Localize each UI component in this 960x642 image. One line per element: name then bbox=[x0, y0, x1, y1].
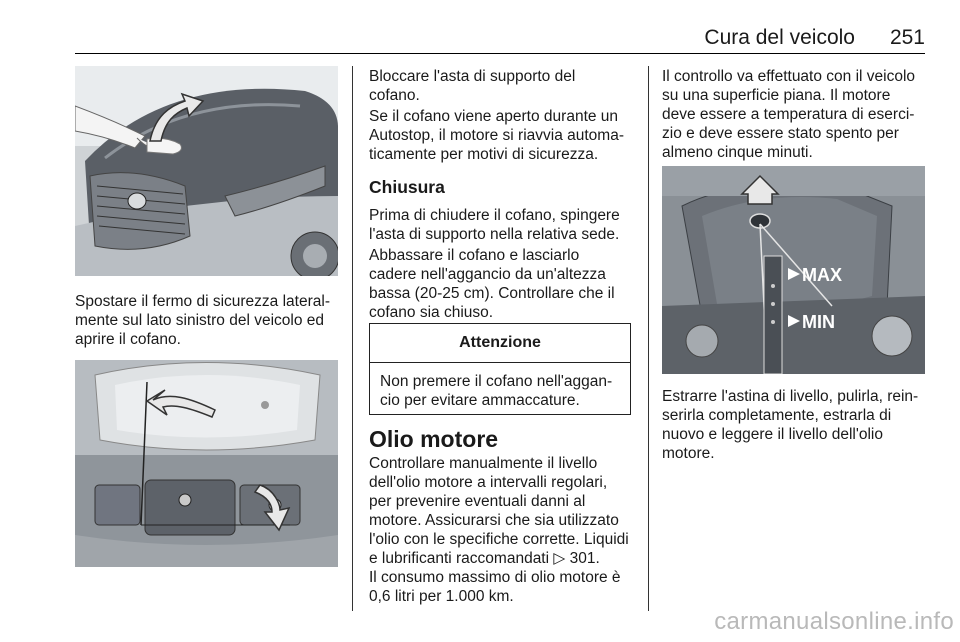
open-hood-image bbox=[75, 360, 338, 567]
text-line: cofano. bbox=[369, 87, 420, 104]
text-line: l'asta di supporto nella relativa sede. bbox=[369, 226, 620, 243]
para-check-oil bbox=[369, 454, 629, 568]
page-header bbox=[75, 26, 925, 50]
text-line: almeno cinque minuti. bbox=[662, 144, 813, 161]
text-line: dell'olio motore a intervalli regolari, bbox=[369, 474, 608, 491]
section-title: Cura del veicolo bbox=[704, 26, 855, 49]
text-line: per prevenire eventuali danni al bbox=[369, 493, 586, 510]
text-line: Prima di chiudere il cofano, spingere bbox=[369, 207, 620, 224]
text-line: aprire il cofano. bbox=[75, 331, 181, 348]
text-line: e lubrificanti raccomandati ▷ 301. bbox=[369, 550, 600, 567]
para-lock-support-rod bbox=[369, 67, 575, 105]
heading-engine-oil: Olio motore bbox=[369, 426, 499, 452]
page-number: 251 bbox=[889, 26, 925, 49]
para-check-conditions bbox=[662, 67, 915, 162]
text-line: nuovo e leggere il livello dell'olio bbox=[662, 426, 883, 443]
text-line: Se il cofano viene aperto durante un bbox=[369, 108, 619, 125]
text-line: deve essere a temperatura di eserci- bbox=[662, 106, 915, 123]
para-push-rod bbox=[369, 206, 620, 244]
para-autostop bbox=[369, 107, 624, 164]
text-line: Spostare il fermo di sicurezza lateral- bbox=[75, 293, 330, 310]
dipstick-max-label: MAX bbox=[802, 265, 842, 285]
text-line: Il controllo va effettuato con il veicolo bbox=[662, 68, 916, 85]
text-line: serirla completamente, estrarla di bbox=[662, 407, 892, 424]
watermark: carmanualsonline.info bbox=[714, 608, 954, 635]
text-line: l'olio con le specifiche corrette. Liquidi bbox=[369, 531, 629, 548]
text-line: cadere nell'aggancio da un'altezza bbox=[369, 266, 606, 283]
text-line: Estrarre l'astina di livello, pulirla, rein- bbox=[662, 388, 919, 405]
text-line: Non premere il cofano nell'aggan- bbox=[380, 373, 613, 390]
text-line: mente sul lato sinistro del veicolo ed bbox=[75, 312, 324, 329]
text-line: Controllare manualmente il livello bbox=[369, 455, 598, 472]
column-divider-1 bbox=[352, 66, 353, 611]
para-lower-hood bbox=[369, 246, 615, 322]
text-line: su una superficie piana. Il motore bbox=[662, 87, 891, 104]
caption-hood-release bbox=[75, 292, 330, 349]
text-line: Abbassare il cofano e lasciarlo bbox=[369, 247, 580, 264]
dipstick-image bbox=[662, 166, 925, 374]
dipstick-min-label: MIN bbox=[802, 312, 835, 332]
text-line: bassa (20-25 cm). Controllare che il bbox=[369, 285, 615, 302]
hood-release-image bbox=[75, 66, 338, 276]
text-line: cio per evitare ammaccature. bbox=[380, 392, 580, 409]
heading-closing: Chiusura bbox=[369, 177, 445, 197]
text-line: Autostop, il motore si riavvia automa- bbox=[369, 127, 624, 144]
caution-box bbox=[369, 323, 631, 415]
text-line: motore. bbox=[662, 445, 715, 462]
text-line: Il consumo massimo di olio motore è bbox=[369, 569, 621, 586]
text-line: ticamente per motivi di sicurezza. bbox=[369, 146, 599, 163]
text-line: cofano sia chiuso. bbox=[369, 304, 494, 321]
caution-title: Attenzione bbox=[370, 324, 630, 363]
text-line: zio e deve essere stato spento per bbox=[662, 125, 899, 142]
header-rule bbox=[75, 53, 925, 54]
text-line: Bloccare l'asta di supporto del bbox=[369, 68, 576, 85]
column-divider-2 bbox=[648, 66, 649, 611]
text-line: motore. Assicurarsi che sia utilizzato bbox=[369, 512, 619, 529]
caution-text bbox=[370, 363, 630, 410]
para-oil-consumption bbox=[369, 568, 621, 606]
para-read-dipstick bbox=[662, 387, 918, 463]
text-line: 0,6 litri per 1.000 km. bbox=[369, 588, 514, 605]
